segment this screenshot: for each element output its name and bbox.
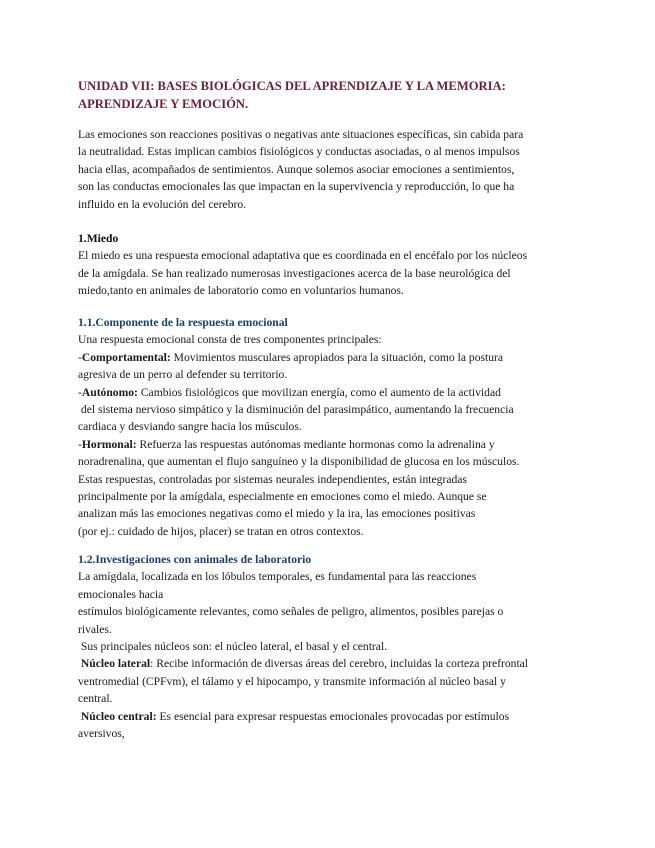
- list-item-nucleo-lateral: [78, 655, 583, 672]
- term-text: Movimientos musculares apropiados para la situación, como la postura: [170, 350, 504, 364]
- intro-line: son las conductas emocionales las que impactan en la supervivencia y reproducción, lo que ha: [78, 180, 515, 194]
- intro-paragraph: [78, 126, 583, 213]
- paragraph-line: del sistema nervioso simpático y la disminución del parasimpático, aumentando la frecuencia: [78, 403, 514, 417]
- paragraph-line: rivales.: [78, 622, 112, 636]
- paragraph-line: La amígdala, localizada en los lóbulos temporales, es fundamental para las reacciones: [78, 570, 477, 584]
- paragraph-line: cardiaca y desviando sangre hacia los músculos.: [78, 420, 302, 434]
- subsection-heading: 1.1.Componente de la respuesta emocional: [78, 316, 288, 329]
- paragraph-line: aversivos,: [78, 727, 125, 741]
- intro-line: Las emociones son reacciones positivas o negativas ante situaciones específicas, sin cabida para: [78, 128, 524, 141]
- dash: -: [78, 385, 82, 399]
- paragraph-line: Sus principales núcleos son: el núcleo lateral, el basal y el central.: [78, 640, 388, 654]
- paragraph-line: emocionales hacia: [78, 587, 164, 601]
- section-componente: [78, 314, 583, 540]
- paragraph-line: ventromedial (CPFvm), el tálamo y el hipocampo, y transmite información al núcleo basal y: [78, 674, 506, 688]
- paragraph-line: (por ej.: cuidado de hijos, placer) se tratan en otros contextos.: [78, 524, 364, 538]
- paragraph-line: de la amígdala. Se han realizado numerosas investigaciones acerca de la base neurológica del: [78, 266, 511, 280]
- term-text: Es esencial para expresar respuestas emocionales provocadas por estímulos: [156, 709, 510, 723]
- intro-line: la neutralidad. Estas implican cambios fisiológicos y conductas asociadas, o al menos impulsos: [78, 145, 520, 159]
- paragraph-line: Una respuesta emocional consta de tres componentes principales:: [78, 333, 382, 347]
- subsection-heading: 1.2.Investigaciones con animales de laboratorio: [78, 553, 312, 566]
- dash: -: [78, 350, 82, 364]
- term-label: Autónomo:: [81, 385, 138, 399]
- list-item-autonomo: [78, 384, 583, 401]
- unit-title: [78, 78, 598, 113]
- term-text: Refuerza las respuestas autónomas mediante hormonas como la adrenalina y: [136, 437, 495, 451]
- section-heading: 1.Miedo: [78, 232, 119, 245]
- paragraph-line: El miedo es una respuesta emocional adaptativa que es coordinada en el encéfalo por los núcleos: [78, 249, 528, 263]
- list-item-comportamental: [78, 349, 583, 366]
- section-investigaciones: [78, 551, 583, 742]
- paragraph-line: noradrenalina, que aumentan el flujo sanguíneo y la disponibilidad de glucosa en los músculos.: [78, 455, 520, 469]
- paragraph-line: Estas respuestas, controladas por sistemas neurales independientes, están integradas: [78, 472, 467, 486]
- paragraph-line: analizan más las emociones negativas como el miedo y la ira, las emociones positivas: [78, 507, 476, 521]
- term-text: Cambios fisiológicos que movilizan energía, como el aumento de la actividad: [137, 385, 501, 399]
- list-item-nucleo-central: [78, 708, 583, 725]
- term-label: Núcleo lateral: [78, 657, 151, 671]
- term-text: : Recibe información de diversas áreas del cerebro, incluidas la corteza prefrontal: [150, 657, 529, 671]
- intro-line: influido en la evolución del cerebro.: [78, 197, 247, 211]
- term-label: Hormonal:: [81, 437, 137, 451]
- paragraph-line: miedo,tanto en animales de laboratorio como en voluntarios humanos.: [78, 284, 404, 298]
- title-line-2: APRENDIZAJE Y EMOCIÓN.: [78, 96, 249, 111]
- paragraph-line: principalmente por la amígdala, especialmente en emociones como el miedo. Aunque se: [78, 490, 487, 504]
- dash: -: [78, 437, 82, 451]
- paragraph-line: estímulos biológicamente relevantes, como señales de peligro, alimentos, posibles parejas o: [78, 605, 504, 619]
- title-line-1: UNIDAD VII: BASES BIOLÓGICAS DEL APRENDIZAJE Y LA MEMORIA:: [78, 79, 506, 93]
- paragraph-line: central.: [78, 692, 113, 706]
- term-label: Núcleo central:: [78, 709, 157, 723]
- intro-line: hacia ellas, acompañados de sentimientos. Aunque solemos asociar emociones a sentimientos,: [78, 162, 515, 176]
- list-item-hormonal: [78, 436, 583, 453]
- section-miedo: [78, 230, 583, 300]
- paragraph-line: agresiva de un perro al defender su territorio.: [78, 368, 288, 382]
- term-label: Comportamental:: [81, 350, 171, 364]
